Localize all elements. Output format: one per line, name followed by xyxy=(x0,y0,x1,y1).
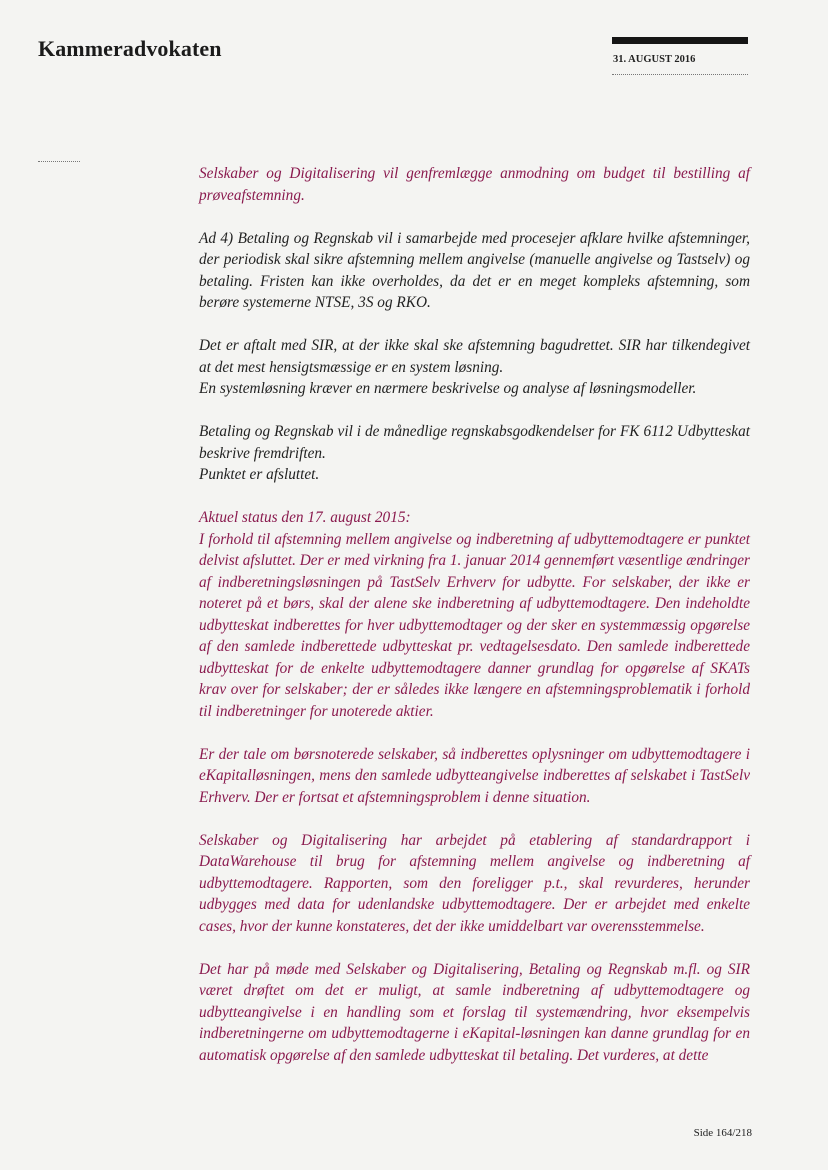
paragraph-betaling: Betaling og Regnskab vil i de månedlige regnskabsgodkendelser for FK 6112 Udbytteskat beskrive fremdriften. xyxy=(199,423,750,462)
paragraph-systemloesning: En systemløsning kræver en nærmere beskrivelse og analyse af løsningsmodeller. xyxy=(199,380,697,397)
paragraph-datawarehouse: Selskaber og Digitalisering har arbejdet på etablering af standardrapport i DataWarehouse til brug for afstemning mellem angivelse og indberetning af udbyttemodtagere. Rapporten, som den foreligger p.t., skal revurderes, herunder udbygges med data for udenlandske udbyttemodtagere. Der er arbejdet med enkelte cases, hvor der kunne konstateres, det der ikke umiddelbart var overensstemmelse. xyxy=(199,831,750,935)
document-date: 31. AUGUST 2016 xyxy=(613,54,696,65)
page-number: Side 164/218 xyxy=(693,1127,752,1139)
header-divider xyxy=(612,74,748,75)
status-heading: Aktuel status den 17. august 2015: xyxy=(199,509,411,526)
margin-divider xyxy=(38,161,80,162)
header-bar xyxy=(612,37,748,44)
paragraph-afsluttet: Punktet er afsluttet. xyxy=(199,466,320,483)
paragraph-status: I forhold til afstemning mellem angivelse og indberetning af udbyttemodtagere er punktet delvist afsluttet. Der er med virkning fra 1. januar 2014 gennemført væsentlige ændringer af indberetningsløsningen på TastSelv Erhverv for udbytte. For selskaber, der ikke er noteret på et børs, skal der alene ske indberetning af udbyttemodtagere. Den indeholdte udbytteskat indberettes for hver udbyttemodtager og der sker en systemmæssig opgørelse af den samlede indberettede udbytteskat pr. vedtagelsesdato. Den samlede indberettede udbytteskat for de enkelte udbyttemodtagere danner grundlag for opgørelse af SKATs krav over for selskaber; der er således ikke længere en afstemningsproblematik i forhold til indberetninger for unoterede aktier. xyxy=(199,530,750,720)
paragraph-moede: Det har på møde med Selskaber og Digitalisering, Betaling og Regnskab m.fl. og SIR været drøftet om det er muligt, at samle indberetning af udbyttemodtagere og udbytteangivelse i en handling som et forslag til systemændring, hvor eksempelvis indberetningerne om udbyttemodtagerne i eKapital-løsningen kan danne grundlag for en automatisk opgørelse af den samlede udbytteskat til betaling. Det vurderes, at dette xyxy=(199,960,750,1064)
paragraph-sir: Det er aftalt med SIR, at der ikke skal ske afstemning bagudrettet. SIR har tilkendegivet at det mest hensigtsmæssige er en system løsning. xyxy=(199,337,750,376)
paragraph-budget: Selskaber og Digitalisering vil genfremlægge anmodning om budget til bestilling af prøveafstemning. xyxy=(199,165,750,204)
document-body xyxy=(199,163,750,1088)
logo: Kammeradvokaten xyxy=(38,36,222,61)
paragraph-ad4: Ad 4) Betaling og Regnskab vil i samarbejde med procesejer afklare hvilke afstemninger, der periodisk skal sikre afstemning mellem angivelse (manuelle angivelse og Tastselv) og betaling. Fristen kan ikke overholdes, da det er en meget kompleks afstemning, som berøre systemerne NTSE, 3S og RKO. xyxy=(199,229,750,311)
paragraph-boersnoterede: Er der tale om børsnoterede selskaber, så indberettes oplysninger om udbyttemodtagere i eKapitalløsningen, mens den samlede udbytteangivelse indberettes af selskabet i TastSelv Erhverv. Der er fortsat et afstemningsproblem i denne situation. xyxy=(199,745,750,806)
